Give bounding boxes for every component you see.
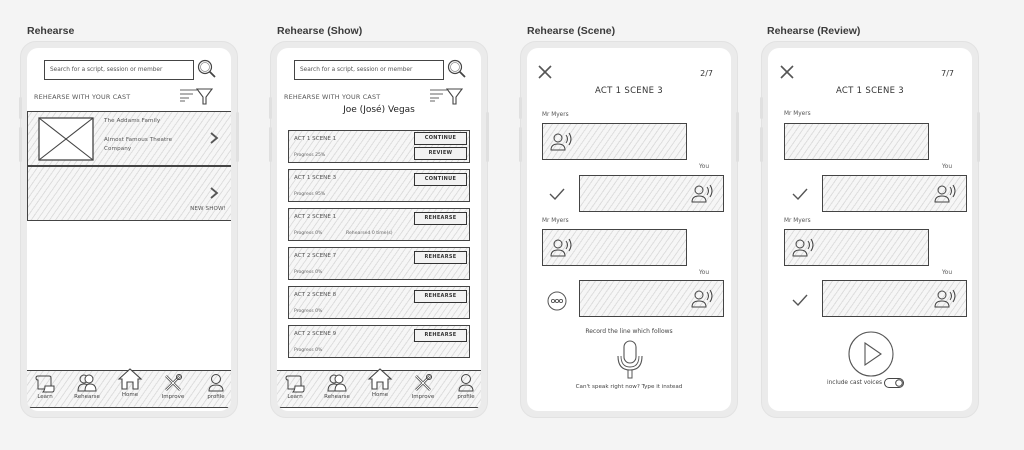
record-prompt: Record the line which follows	[585, 328, 673, 335]
scene-title: ACT 1 SCENE 3	[594, 86, 664, 96]
screen-title-rehearse-review: Rehearse (Review)	[767, 25, 861, 37]
nav-label: profile	[207, 394, 225, 400]
include-cast-voices-toggle[interactable]	[884, 378, 904, 388]
scene-title: ACT 2 SCENE 8	[294, 292, 337, 298]
scroll-icon	[34, 373, 56, 393]
nav-label: Rehearse	[74, 394, 100, 400]
section-label: REHEARSE WITH YOUR CAST	[284, 93, 381, 101]
nav-label: Home	[121, 392, 139, 398]
rehearse-button[interactable]: REHEARSE	[414, 212, 467, 225]
scene-progress: Progress 95%	[294, 192, 326, 197]
scene-progress: Progress 0%	[294, 348, 323, 353]
continue-button[interactable]: CONTINUE	[414, 132, 467, 145]
scene-title: ACT 1 SCENE 3	[294, 175, 337, 181]
rehearse-button[interactable]: REHEARSE	[414, 251, 467, 264]
filter-icon[interactable]	[179, 87, 213, 105]
scene-progress: Progress 0%	[294, 309, 323, 314]
line-box[interactable]	[579, 280, 724, 317]
screen-title-rehearse-show: Rehearse (Show)	[277, 25, 363, 37]
phone-rehearse-show	[270, 41, 488, 418]
review-button[interactable]: REVIEW	[414, 147, 467, 160]
chevron-right-icon[interactable]	[209, 132, 219, 144]
bottom-navbar	[27, 370, 231, 408]
screen	[768, 48, 972, 411]
voice-icon[interactable]	[934, 289, 960, 309]
search-icon[interactable]	[446, 58, 468, 80]
nav-label: Home	[371, 392, 389, 398]
bottom-navbar	[277, 370, 481, 408]
voice-icon[interactable]	[550, 238, 576, 258]
scene-title: ACT 1 SCENE 1	[294, 136, 337, 142]
side-button	[19, 97, 22, 119]
nav-label: Improve	[161, 394, 185, 400]
show-card[interactable]	[27, 111, 231, 166]
voice-icon[interactable]	[934, 184, 960, 204]
speaker-label: Mr Myers	[542, 218, 569, 224]
people-icon	[76, 373, 98, 393]
search-input[interactable]: Search for a script, session or member	[44, 60, 194, 80]
nav-learn[interactable]	[27, 373, 63, 400]
line-box[interactable]	[822, 280, 967, 317]
line-box[interactable]	[784, 123, 929, 160]
side-button	[236, 112, 239, 162]
image-placeholder-icon	[38, 117, 94, 161]
screen-title-rehearse-scene: Rehearse (Scene)	[527, 25, 616, 37]
line-box[interactable]	[822, 175, 967, 212]
check-icon	[792, 188, 808, 200]
tools-icon	[162, 373, 184, 393]
nav-label: Learn	[37, 394, 53, 400]
scene-title: ACT 2 SCENE 1	[294, 214, 337, 220]
voice-icon[interactable]	[792, 238, 818, 258]
rehearse-button[interactable]: REHEARSE	[414, 290, 467, 303]
speaker-label: Mr Myers	[542, 112, 569, 118]
scene-title: ACT 2 SCENE 7	[294, 253, 337, 259]
scene-progress: Progress 0%	[294, 270, 323, 275]
speaker-label: Mr Myers	[784, 218, 811, 224]
speaker-label: You	[942, 164, 952, 170]
screen-title-rehearse: Rehearse	[27, 25, 75, 37]
voice-icon[interactable]	[550, 132, 576, 152]
nav-label: Learn	[287, 394, 303, 400]
scene-card[interactable]	[288, 247, 470, 280]
phone-rehearse	[20, 41, 238, 418]
check-icon	[792, 294, 808, 306]
nav-profile[interactable]	[198, 373, 231, 400]
line-box[interactable]	[542, 229, 687, 266]
side-button	[486, 112, 489, 162]
screen	[277, 48, 481, 411]
close-icon[interactable]	[538, 65, 552, 79]
voice-icon[interactable]	[691, 289, 717, 309]
side-button	[19, 127, 22, 162]
rehearse-button[interactable]: REHEARSE	[414, 329, 467, 342]
nav-home[interactable]	[362, 367, 398, 398]
filter-icon[interactable]	[429, 87, 463, 105]
check-icon	[549, 188, 565, 200]
side-button	[977, 112, 980, 162]
person-icon	[205, 373, 227, 393]
speaker-label: Mr Myers	[784, 111, 811, 117]
new-show-card[interactable]	[27, 166, 231, 221]
side-button	[519, 97, 522, 119]
show-title: The Addams Family	[104, 118, 161, 124]
continue-button[interactable]: CONTINUE	[414, 173, 467, 186]
side-button	[760, 97, 763, 119]
tools-icon	[412, 373, 434, 393]
nav-learn[interactable]	[277, 373, 313, 400]
person-icon	[455, 373, 477, 393]
scene-card[interactable]	[288, 169, 470, 202]
speaker-label: You	[699, 270, 709, 276]
scene-progress: Progress 0%	[294, 231, 323, 236]
house-icon	[367, 367, 393, 391]
scene-progress: Progress 25%	[294, 153, 326, 158]
scroll-icon	[284, 373, 306, 393]
show-company: Almost Famous Theatre Company	[104, 137, 173, 152]
scene-rehearsed-count: Rehearsed 0 time(s)	[346, 231, 393, 236]
side-button	[760, 127, 763, 162]
side-button	[736, 112, 739, 162]
search-icon[interactable]	[196, 58, 218, 80]
speaker-label: You	[942, 270, 952, 276]
house-icon	[117, 367, 143, 391]
line-counter: 2/7	[700, 69, 713, 78]
new-show-label: NEW SHOW!	[190, 206, 226, 212]
scene-title: ACT 2 SCENE 9	[294, 331, 337, 337]
speaker-label: You	[699, 164, 709, 170]
toggle-label: include cast voices	[827, 380, 883, 386]
nav-improve[interactable]	[405, 373, 441, 400]
side-button	[519, 127, 522, 162]
phone-rehearse-review	[761, 41, 979, 418]
nav-home[interactable]	[112, 367, 148, 398]
section-label: REHEARSE WITH YOUR CAST	[34, 93, 131, 101]
phone-rehearse-scene	[520, 41, 738, 418]
line-box[interactable]	[542, 123, 687, 160]
screen	[27, 48, 231, 411]
side-button	[269, 127, 272, 162]
nav-profile[interactable]	[448, 373, 481, 400]
member-name: Joe (José) Vegas	[343, 105, 415, 115]
nav-rehearse[interactable]	[319, 373, 355, 400]
scene-card[interactable]	[288, 286, 470, 319]
nav-label: Improve	[411, 394, 435, 400]
screen	[527, 48, 731, 411]
pending-dots-icon	[547, 291, 567, 311]
scene-card[interactable]	[288, 208, 470, 241]
close-icon[interactable]	[780, 65, 794, 79]
side-button	[269, 97, 272, 119]
nav-label: profile	[457, 394, 475, 400]
play-icon[interactable]	[847, 330, 895, 378]
microphone-icon[interactable]	[615, 340, 645, 380]
scene-title: ACT 1 SCENE 3	[835, 86, 905, 96]
people-icon	[326, 373, 348, 393]
scene-card[interactable]	[288, 325, 470, 358]
line-box[interactable]	[784, 229, 929, 266]
line-counter: 7/7	[941, 69, 954, 78]
nav-label: Rehearse	[324, 394, 350, 400]
search-input[interactable]: Search for a script, session or member	[294, 60, 444, 80]
scene-card[interactable]	[288, 130, 470, 163]
nav-improve[interactable]	[155, 373, 191, 400]
voice-icon[interactable]	[691, 184, 717, 204]
nav-rehearse[interactable]	[69, 373, 105, 400]
line-box[interactable]	[579, 175, 724, 212]
chevron-right-icon[interactable]	[209, 187, 219, 199]
type-instead-link[interactable]: Can't speak right now? Type it instead	[575, 384, 683, 390]
include-cast-voices-row	[827, 378, 904, 388]
